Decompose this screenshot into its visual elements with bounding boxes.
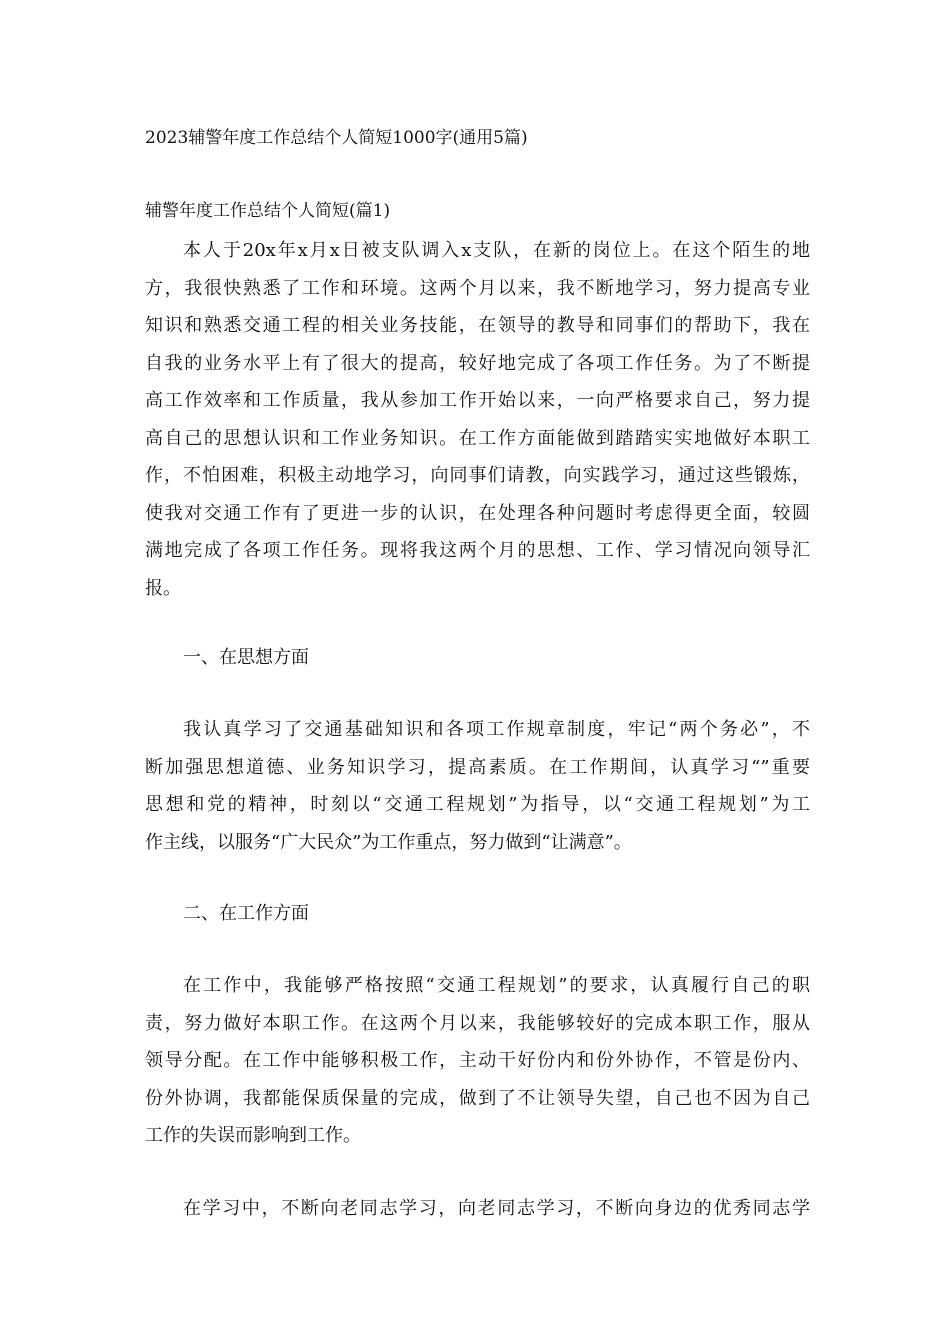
paragraph-line: 思想和党的精神，时刻以“交通工程规划”为指导，以“交通工程规划”为工 [145,794,810,815]
paragraph-line: 责，努力做好本职工作。在这两个月以来，我能够较好的完成本职工作，服从 [145,1012,810,1034]
document-title: 2023辅警年度工作总结个人简短1000字(通用5篇) [145,128,528,148]
paragraph-line: 断加强思想道德、业务知识学习，提高素质。在工作期间，认真学习“”重要 [145,756,810,778]
paragraph-work [145,967,810,1155]
heading-work: 二、在工作方面 [183,903,309,924]
paragraph-line: 满地完成了各项工作任务。现将我这两个月的思想、工作、学习情况向领导汇 [145,540,810,561]
paragraph-study [145,1190,810,1228]
paragraph-line: 使我对交通工作有了更进一步的认识，在处理各种问题时考虑得更全面，较圆 [145,502,810,524]
paragraph-line: 方，我很快熟悉了工作和环境。这两个月以来，我不断地学习，努力提高专业 [145,277,810,299]
paragraph-line: 领导分配。在工作中能够积极工作，主动干好份内和份外协作，不管是份内、 [145,1050,810,1071]
paragraph-line: 工作的失误而影响到工作。 [145,1125,361,1146]
heading-thought: 一、在思想方面 [183,647,309,668]
section-title: 辅警年度工作总结个人简短(篇1) [145,201,391,221]
paragraph-line: 知识和熟悉交通工程的相关业务技能，在领导的教导和同事们的帮助下，我在 [145,315,810,336]
paragraph-line: 本人于20x年x月x日被支队调入x支队，在新的岗位上。在这个陌生的地 [183,240,810,261]
paragraph-line: 在工作中，我能够严格按照“交通工程规划”的要求，认真履行自己的职 [183,975,810,996]
paragraph-line: 高自己的思想认识和工作业务知识。在工作方面能做到踏踏实实地做好本职工 [145,427,810,449]
paragraph-line: 高工作效率和工作质量，我从参加工作开始以来，一向严格要求自己，努力提 [145,390,810,411]
paragraph-intro [145,232,810,607]
paragraph-thought [145,711,810,861]
paragraph-line: 我认真学习了交通基础知识和各项工作规章制度，牢记“两个务必”，不 [183,719,810,740]
paragraph-line: 自我的业务水平上有了很大的提高，较好地完成了各项工作任务。为了不断提 [145,352,810,374]
paragraph-line: 作主线，以服务“广大民众”为工作重点，努力做到“让满意”。 [145,831,632,853]
paragraph-line: 份外协调，我都能保质保量的完成，做到了不让领导失望，自己也不因为自己 [145,1087,810,1109]
paragraph-line: 报。 [145,577,181,599]
paragraph-line: 作，不怕困难，积极主动地学习，向同事们请教，向实践学习，通过这些锻炼， [145,465,810,486]
paragraph-line: 在学习中，不断向老同志学习，向老同志学习，不断向身边的优秀同志学 [183,1198,810,1219]
